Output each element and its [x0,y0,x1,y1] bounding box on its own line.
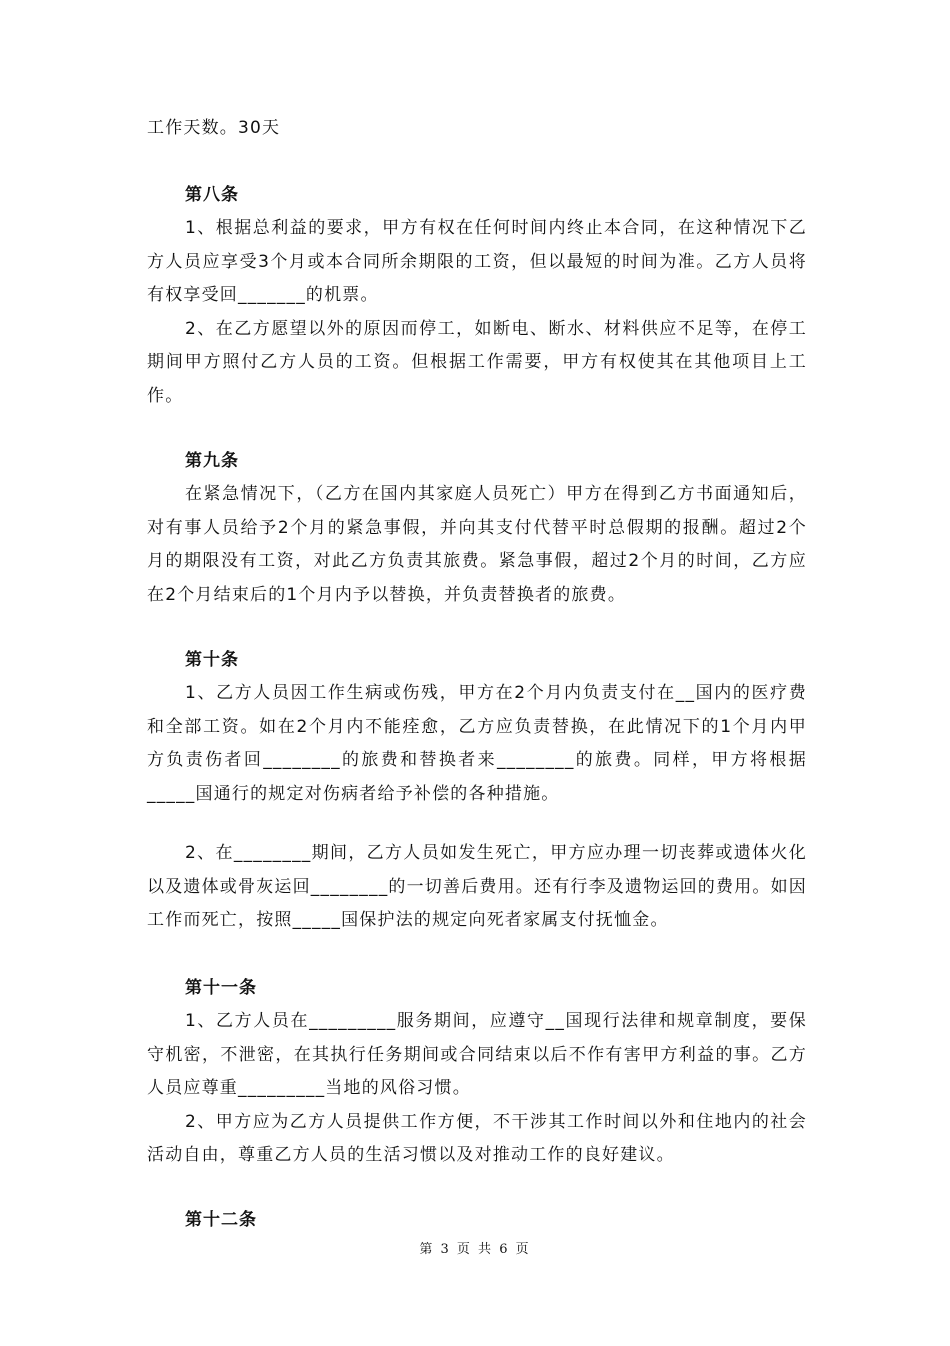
article-9-paragraph-1: 在紧急情况下，（乙方在国内其家庭人员死亡）甲方在得到乙方书面通知后，对有事人员给予2个月的紧急事假，并向其支付代替平时总假期的报酬。超过2个月的期限没有工资，对此乙方负责其旅费。紧急事假，超过2个月的时间，乙方应在2个月结束后的1个月内予以替换，并负责替换者的旅费。 [147,484,807,605]
article-8-heading: 第八条 [185,185,239,205]
article-8-body [147,212,807,413]
article-8-paragraph-2: 2、在乙方愿望以外的原因而停工，如断电、断水、材料供应不足等，在停工期间甲方照付乙方人员的工资。但根据工作需要，甲方有权使其在其他项目上工作。 [147,318,807,406]
article-9-heading: 第九条 [185,451,239,471]
article-12-heading: 第十二条 [185,1210,257,1230]
top-line: 工作天数。30天 [147,118,281,138]
article-11-paragraph-2: 2、甲方应为乙方人员提供工作方便，不干涉其工作时间以外和住地内的社会活动自由，尊重乙方人员的生活习惯以及对推动工作的良好建议。 [147,1111,807,1165]
article-10-body-1 [147,677,807,811]
article-9-body [147,478,807,612]
article-10-body-2 [147,837,807,938]
article-11-body [147,1005,807,1173]
article-10-heading: 第十条 [185,650,239,670]
article-11-paragraph-1: 1、乙方人员在_________服务期间，应遵守__国现行法律和规章制度，要保守机密，不泄密，在其执行任务期间或合同结束以后不作有害甲方利益的事。乙方人员应尊重_________当地的风俗习惯。 [147,1011,807,1098]
page-footer: 第 3 页 共 6 页 [419,1242,531,1257]
article-11-heading: 第十一条 [185,978,257,998]
article-8-paragraph-1: 1、根据总利益的要求，甲方有权在任何时间内终止本合同，在这种情况下乙方人员应享受3个月或本合同所余期限的工资，但以最短的时间为准。乙方人员将有权享受回_______的机票。 [147,218,807,305]
article-10-paragraph-2: 2、在________期间，乙方人员如发生死亡，甲方应办理一切丧葬或遗体火化以及遗体或骨灰运回________的一切善后费用。还有行李及遗物运回的费用。如因工作而死亡，按照_____国保护法的规定向死者家属支付抚恤金。 [147,843,807,930]
article-10-paragraph-1: 1、乙方人员因工作生病或伤残，甲方在2个月内负责支付在__国内的医疗费和全部工资。如在2个月内不能痊愈，乙方应负责替换，在此情况下的1个月内甲方负责伤者回________的旅费和替换者来________的旅费。同样，甲方将根据_____国通行的规定对伤病者给予补偿的各种措施。 [147,683,807,804]
